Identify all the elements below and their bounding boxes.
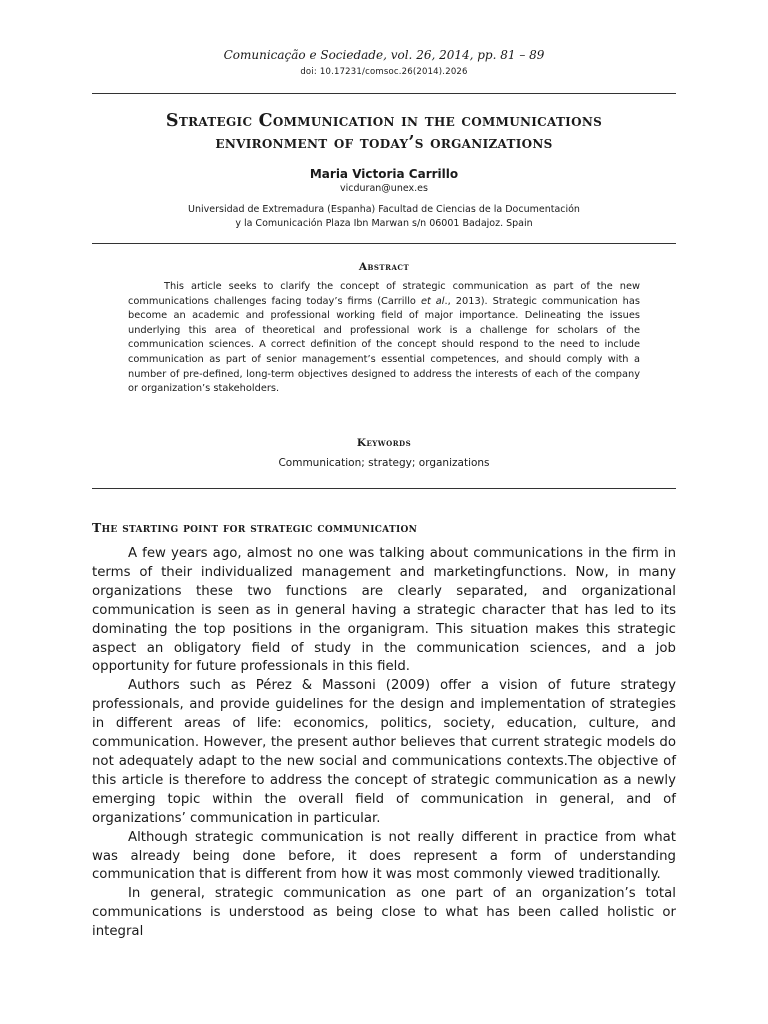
affiliation-line-1: Universidad de Extremadura (Espanha) Facultad de Ciencias de la Documentación <box>188 204 580 215</box>
author-name: Maria Victoria Carrillo <box>309 167 459 181</box>
journal-citation: Comunicação e Sociedade, vol. 26, 2014, pp. 81 – 89 <box>223 48 545 62</box>
affiliation-line-2: y la Comunicación Plaza Ibn Marwan s/n 06001 Badajoz. Spain <box>235 218 533 229</box>
author-email: vicduran@unex.es <box>340 183 428 194</box>
article-title <box>60 110 708 154</box>
abstract-heading: Abstract <box>358 261 410 273</box>
keywords-heading: Keywords <box>356 437 412 449</box>
abstract-text-part-2: ., 2013). Strategic communication has become an academic and professional working field of major importance. Delineating the issues underlying this area of theoretical and professional work is a challenge for scholars of the communication sciences. A correct definition of the concept should respond to the need to include communication as part of senior management’s essential competences, and should comply with a number of pre-defined, long-term objectives designed to address the interests of each of the company or organization’s stakeholders. <box>128 295 640 395</box>
abstract-text-part-1: This article seeks to clarify the concept of strategic communication as part of the new communications challenges facing today’s firms (Carrillo <box>128 281 640 307</box>
abstract-text <box>128 280 640 397</box>
title-line-2: environment of today’s organizations <box>215 133 553 153</box>
abstract-citation-italic: et al <box>420 295 445 307</box>
author-affiliation <box>0 203 768 231</box>
doi: doi: 10.17231/comsoc.26(2014).2026 <box>300 67 468 77</box>
title-line-1: Strategic Communication in the communications <box>165 111 603 131</box>
abstract-top-rule <box>92 243 676 244</box>
keywords-text: Communication; strategy; organizations <box>278 457 490 469</box>
section-heading: The starting point for strategic communication <box>92 520 418 535</box>
body-text <box>92 545 676 942</box>
body-paragraph: In general, strategic communication as one part of an organization’s total communications is understood as being close to what has been called holistic or integral <box>92 886 676 940</box>
body-paragraph: A few years ago, almost no one was talking about communications in the firm in terms of their individualized management and marketingfunctions. Now, in many organizations these two functions are clearly separated, and organizational communication is seen as in general having a strategic character that has led to its dominating the top positions in the organigram. This situation makes this strategic aspect an obligatory field of study in the communication sciences, and a job opportunity for future professionals in this field. <box>92 546 676 675</box>
body-paragraph: Authors such as Pérez & Massoni (2009) offer a vision of future strategy professionals, and provide guidelines for the design and implementation of strategies in different areas of life: economics, politics, society, education, culture, and communication. However, the present author believes that current strategic models do not adequately adapt to the new social and communications contexts.The objective of this article is therefore to address the concept of strategic communication as a newly emerging topic within the overall field of communication in general, and of organizations’ communication in particular. <box>92 678 676 826</box>
body-paragraph: Although strategic communication is not really different in practice from what was already being done before, it does represent a form of understanding communication that is different from how it was most commonly viewed traditionally. <box>92 829 676 883</box>
top-rule <box>92 93 676 94</box>
keywords-bottom-rule <box>92 488 676 489</box>
